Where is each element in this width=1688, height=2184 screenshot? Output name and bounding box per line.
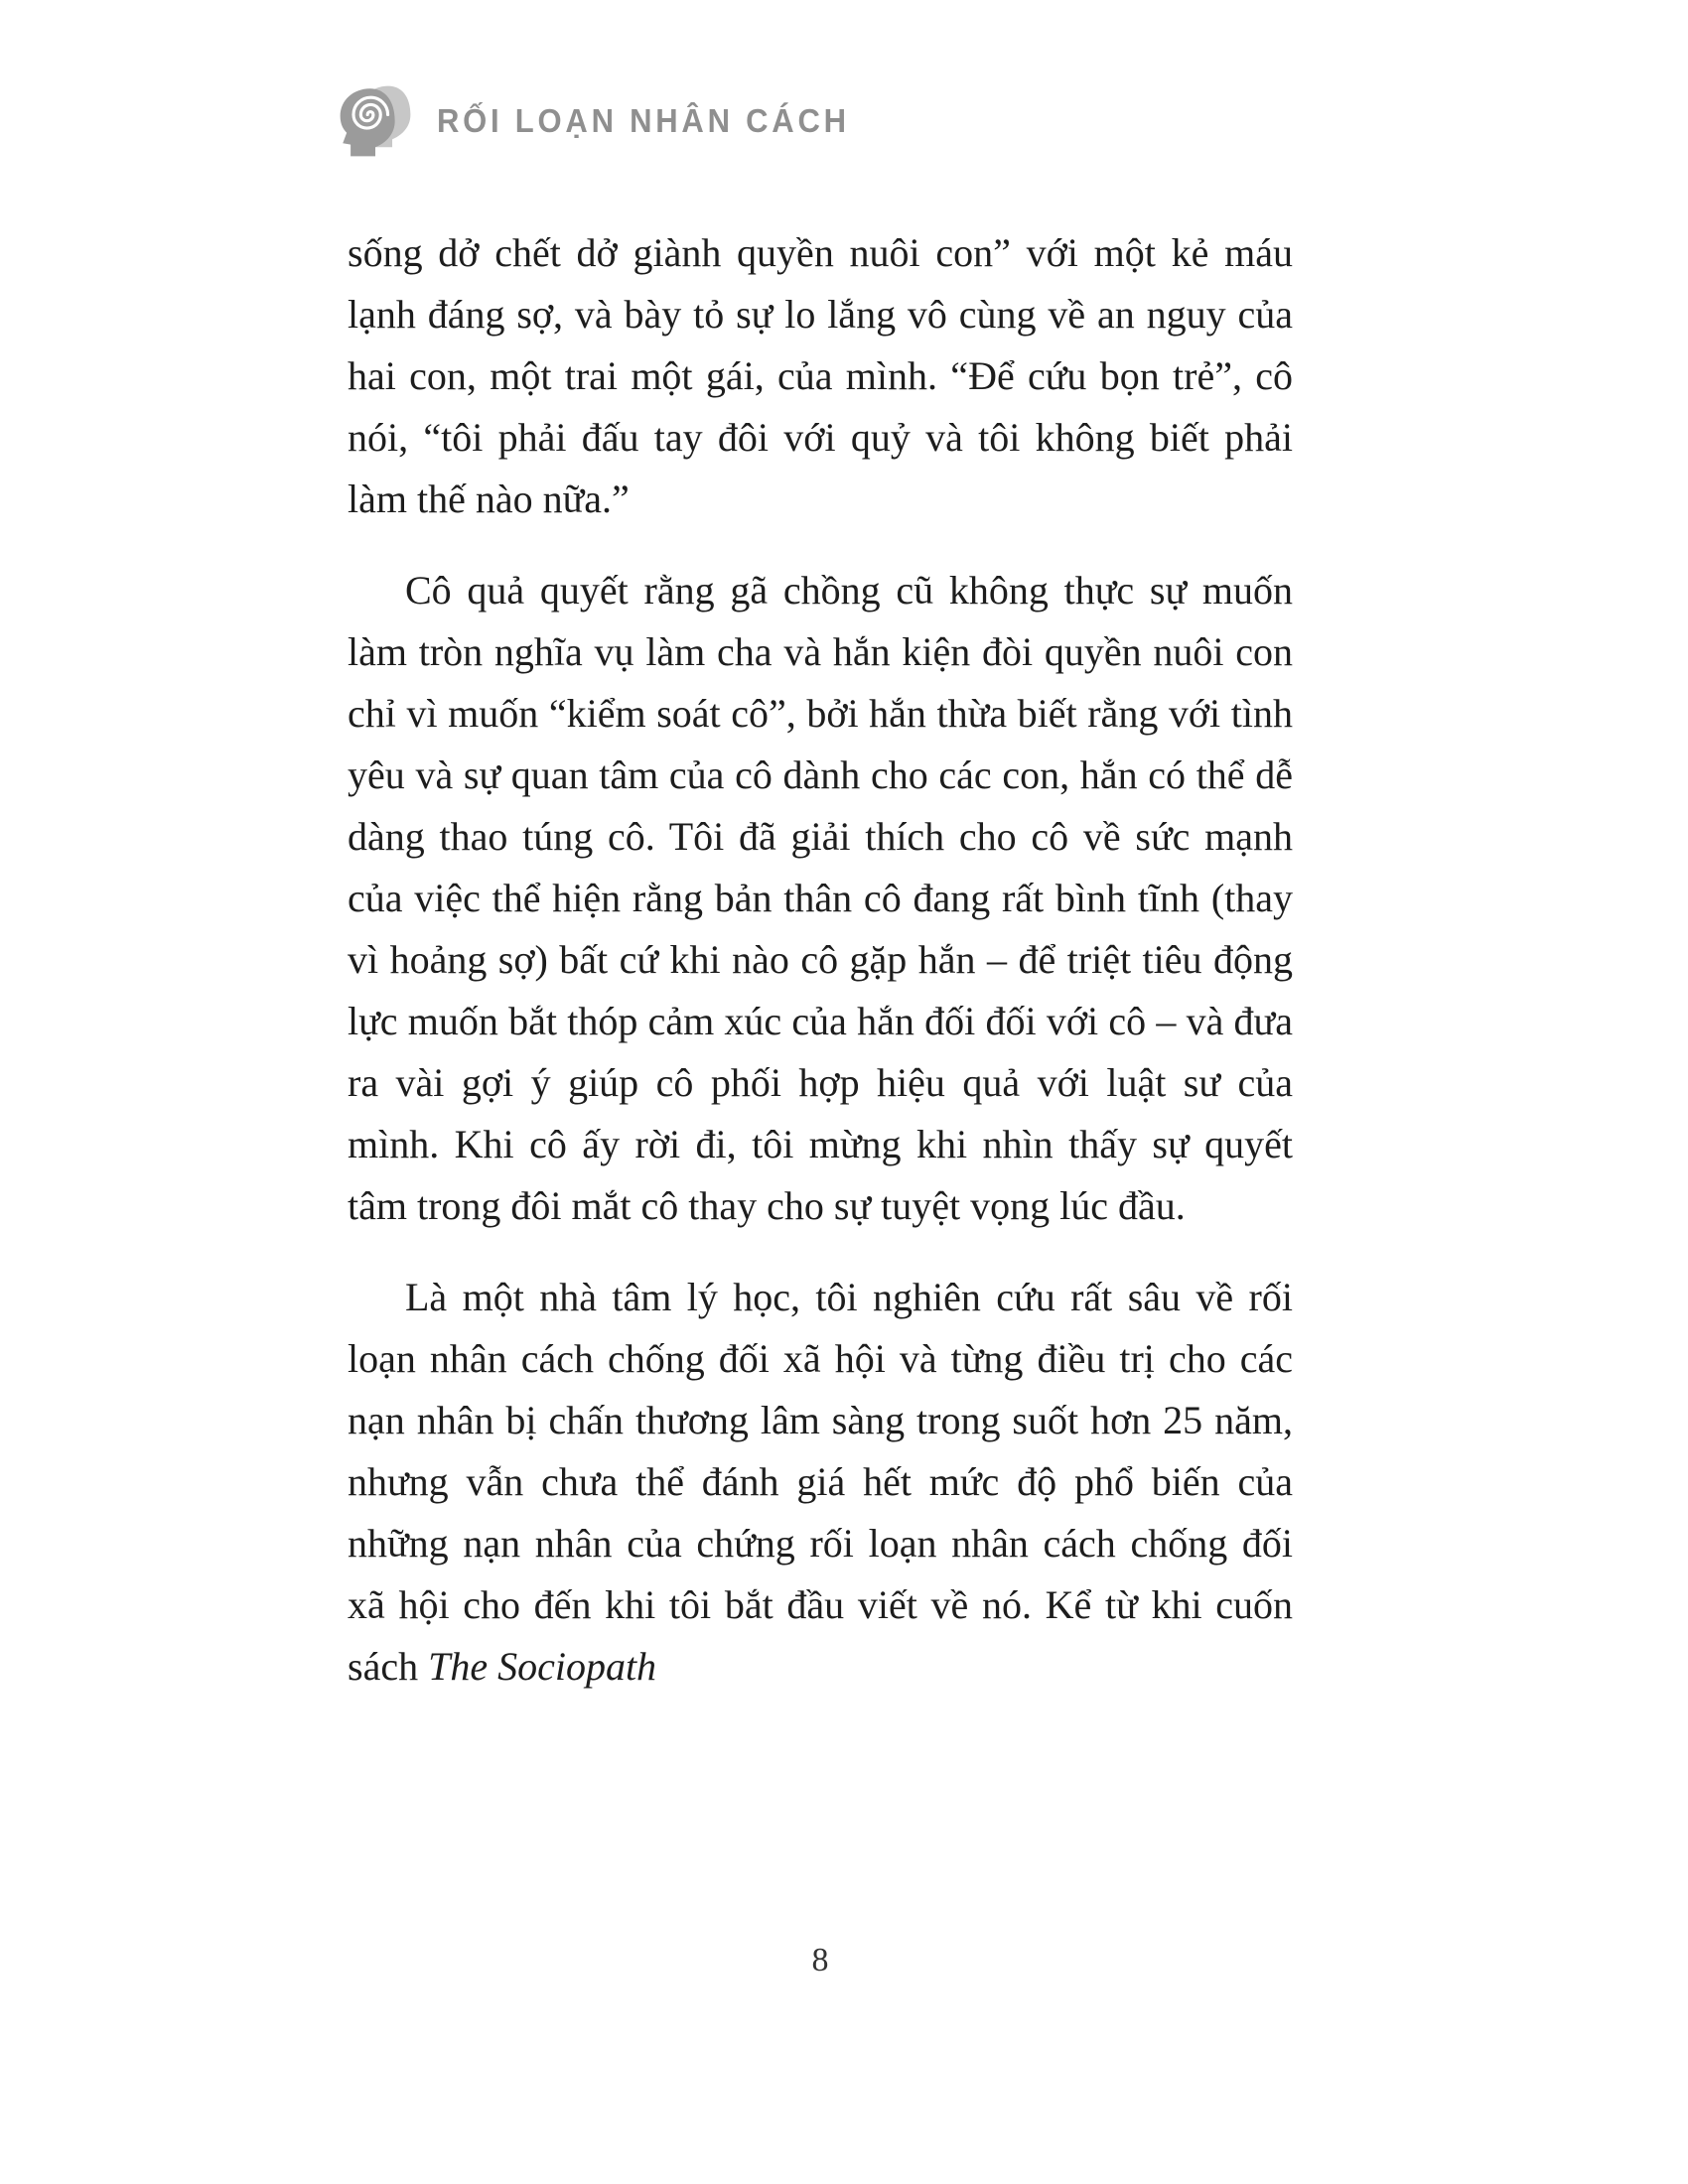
book-title-italic: The Sociopath bbox=[428, 1644, 657, 1689]
brain-head-spiral-icon bbox=[334, 83, 417, 159]
paragraph-text: Là một nhà tâm lý học, tôi nghiên cứu rất sâu về rối loạn nhân cách chống đối xã hội và từng điều trị cho các nạn nhân bị chấn thương lâm sàng trong suốt hơn 25 năm, nhưng vẫn chưa thể đánh giá hết mức độ phổ biến của những nạn nhân của chứng rối loạn nhân cách chống đối xã hội cho đến khi tôi bắt đầu viết về nó. Kể từ khi cuốn sách bbox=[348, 1275, 1293, 1689]
book-series-title: RỐI LOẠN NHÂN CÁCH bbox=[437, 102, 850, 139]
paragraph: sống dở chết dở giành quyền nuôi con” với một kẻ máu lạnh đáng sợ, và bày tỏ sự lo lắng vô cùng về an nguy của hai con, một trai một gái, của mình. “Để cứu bọn trẻ”, cô nói, “tôi phải đấu tay đôi với quỷ và tôi không biết phải làm thế nào nữa.” bbox=[348, 230, 1293, 521]
page-footer bbox=[348, 1942, 1293, 1979]
page-number: 8 bbox=[811, 1942, 829, 1979]
page-body bbox=[348, 222, 1293, 1727]
page-header bbox=[334, 83, 876, 159]
paragraph: Cô quả quyết rằng gã chồng cũ không thực sự muốn làm tròn nghĩa vụ làm cha và hắn kiện đòi quyền nuôi con chỉ vì muốn “kiểm soát cô”, bởi hắn thừa biết rằng với tình yêu và sự quan tâm của cô dành cho các con, hắn có thể dễ dàng thao túng cô. Tôi đã giải thích cho cô về sức mạnh của việc thể hiện rằng bản thân cô đang rất bình tĩnh (thay vì hoảng sợ) bất cứ khi nào cô gặp hắn – để triệt tiêu động lực muốn bắt thóp cảm xúc của hắn đối đối với cô – và đưa ra vài gợi ý giúp cô phối hợp hiệu quả với luật sư của mình. Khi cô ấy rời đi, tôi mừng khi nhìn thấy sự quyết tâm trong đôi mắt cô thay cho sự tuyệt vọng lúc đầu. bbox=[348, 568, 1293, 1228]
paragraph bbox=[348, 1267, 1293, 1698]
